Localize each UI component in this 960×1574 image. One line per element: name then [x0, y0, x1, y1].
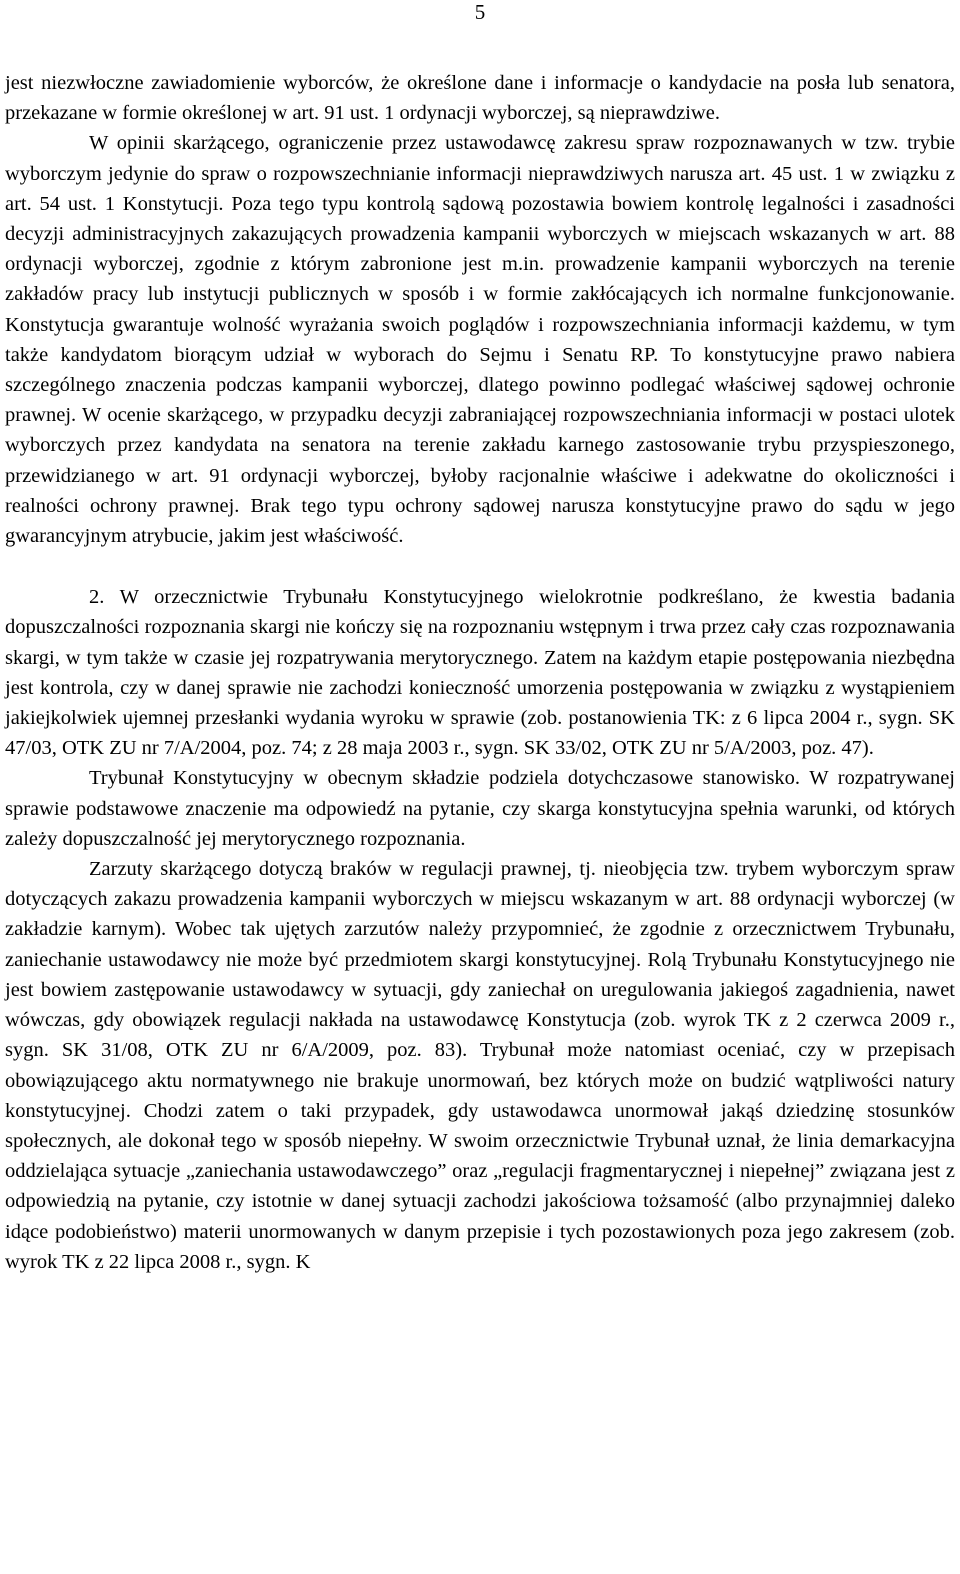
paragraph-complainant-opinion: W opinii skarżącego, ograniczenie przez ustawodawcę zakresu spraw rozpoznawanych w tzw. trybie wyborczym jedynie do spraw o rozpowszechnianie informacji nieprawdziwych narusza art. 45 ust. 1 w związku z art. 54 ust. 1 Konstytucji. Poza tego typu kontrolą sądową pozostawia bowiem kontrolę legalności i zasadności decyzji administracyjnych zakazujących prowadzenia kampanii wyborczych w miejscach wskazanych w art. 88 ordynacji wyborczej, zgodnie z którym zabronione jest m.in. prowadzenie kampanii wyborczych na terenie zakładów pracy lub instytucji publicznych w sposób i w formie zakłócających ich normalne funkcjonowanie. Konstytucja gwarantuje wolność wyrażania swoich poglądów i rozpowszechniania informacji każdemu, w tym także kandydatom biorącym udział w wyborach do Sejmu i Senatu RP. To konstytucyjne prawo nabiera szczególnego znaczenia podczas kampanii wyborczej, dlatego powinno podlegać właściwej sądowej ochronie prawnej. W ocenie skarżącego, w przypadku decyzji zabraniającej rozpowszechniania informacji w postaci ulotek wyborczych przez kandydata na senatora na terenie zakładu karnego zastosowanie trybu przyspieszonego, przewidzianego w art. 91 ordynacji wyborczej, byłoby racjonalnie właściwe i adekwatne do okoliczności i realności ochrony prawnej. Brak tego typu ochrony sądowej narusza konstytucyjne prawo do sądu w jego gwarancyjnym atrybucie, jakim jest właściwość.: [5, 132, 955, 548]
paragraph-legislative-omission: Zarzuty skarżącego dotyczą braków w regulacji prawnej, tj. nieobjęcia tzw. trybem wyborczym spraw dotyczących zakazu prowadzenia kampanii wyborczych w miejscu wskazanym w art. 88 ordynacji wyborczej (w zakładzie karnym). Wobec tak ujętych zarzutów należy przypomnieć, że zgodnie z orzecznictwem Trybunału, zaniechanie ustawodawcy nie może być przedmiotem skargi konstytucyjnej. Rolą Trybunału Konstytucyjnego nie jest bowiem zastępowanie ustawodawcy w sytuacji, gdy zaniechał on uregulowania jakiegoś zagadnienia, nawet wówczas, gdy obowiązek regulacji nakłada na ustawodawcę Konstytucja (zob. wyrok TK z 2 czerwca 2009 r., sygn. SK 31/08, OTK ZU nr 6/A/2009, poz. 83). Trybunał może natomiast oceniać, czy w przepisach obowiązującego aktu normatywnego nie brakuje unormowań, bez których może on budzić wątpliwości natury konstytucyjnej. Chodzi zatem o taki przypadek, gdy ustawodawca unormował jakąś dziedzinę stosunków społecznych, ale dokonał tego w sposób niepełny. W swoim orzecznictwie Trybunał uznał, że linia demarkacyjna oddzielająca sytuacje „zaniechania ustawodawczego” oraz „regulacji fragmentarycznej i niepełnej” związana jest z odpowiedzią na pytanie, czy istotnie w danej sytuacji zachodzi jakościowa tożsamość (albo przynajmniej daleko idące podobieństwo) materii unormowanych w danym przepisie i tych pozostawionych poza jego zakresem (zob. wyrok TK z 22 lipca 2008 r., sygn. K: [5, 858, 955, 1273]
page-number: 5: [474, 0, 486, 24]
document-body: [5, 68, 955, 1277]
paragraph-continuation: jest niezwłoczne zawiadomienie wyborców, że określone dane i informacje o kandydacie na posła lub senatora, przekazane w formie określonej w art. 91 ust. 1 ordynacji wyborczej, są nieprawdziwe.: [5, 72, 955, 125]
paragraph-section-2: 2. W orzecznictwie Trybunału Konstytucyjnego wielokrotnie podkreślano, że kwestia badania dopuszczalności rozpoznania skargi nie kończy się na rozpoznaniu wstępnym i trwa przez cały czas rozpoznawania skargi, w tym także w czasie jej rozpatrywania merytorycznego. Zatem na każdym etapie postępowania niezbędna jest kontrola, czy w danej sprawie nie zachodzi konieczność umorzenia postępowania w związku z wystąpieniem jakiejkolwiek ujemnej przesłanki wydania wyroku w sprawie (zob. postanowienia TK: z 6 lipca 2004 r., sygn. SK 47/03, OTK ZU nr 7/A/2004, poz. 74; z 28 maja 2003 r., sygn. SK 33/02, OTK ZU nr 5/A/2003, poz. 47).: [5, 586, 955, 760]
paragraph-tribunal-position: Trybunał Konstytucyjny w obecnym składzie podziela dotychczasowe stanowisko. W rozpatrywanej sprawie podstawowe znaczenie ma odpowiedź na pytanie, czy skarga konstytucyjna spełnia warunki, od których zależy dopuszczalność jej merytorycznego rozpoznania.: [5, 767, 955, 850]
paragraph-spacer: [5, 551, 955, 582]
